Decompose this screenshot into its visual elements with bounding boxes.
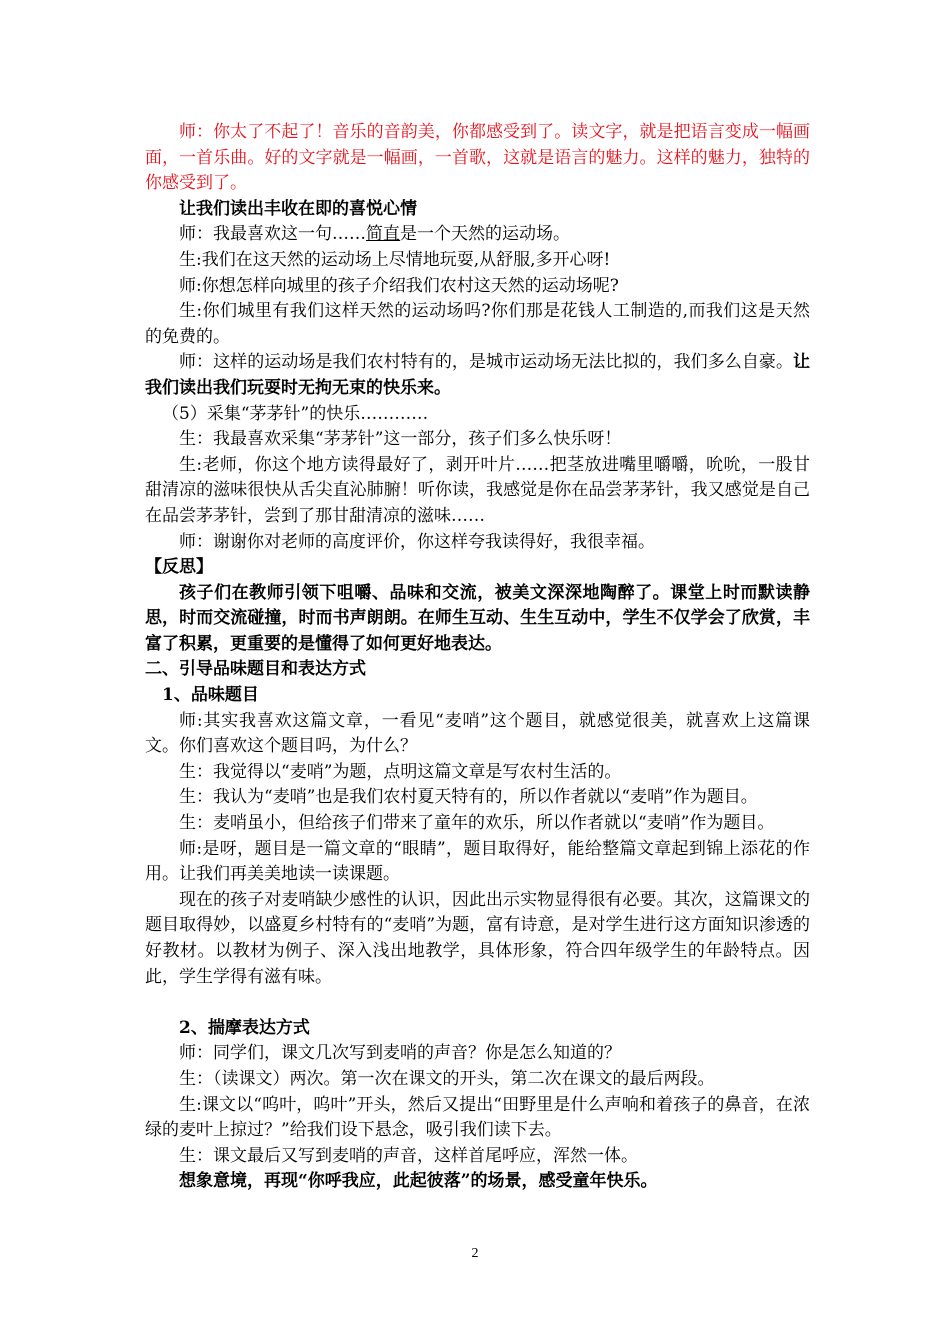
student-dialogue: 生:课文以“呜叶，呜叶”开头，然后又提出“田野里是什么声响和着孩子的鼻音，在浓绿的麦叶上掠过？”给我们设下悬念，吸引我们读下去。 (145, 1094, 810, 1141)
commentary-paragraph: 现在的孩子对麦哨缺少感性的认识，因此出示实物显得很有必要。其次，这篇课文的题目取得妙，以盛夏乡村特有的“麦哨”为题，富有诗意，是对学生进行这方面知识渗透的好教材。以教材为例子、深入浅出地教学，具体形象，符合四年级学生的年龄特点。因此，学生学得有滋有味。 (145, 889, 810, 987)
student-dialogue: 生：麦哨虽小，但给孩子们带来了童年的欢乐，所以作者就以“麦哨”作为题目。 (179, 813, 775, 834)
student-dialogue: 生：我认为“麦哨”也是我们农村夏天特有的，所以作者就以“麦哨”作为题目。 (179, 787, 758, 808)
student-dialogue: 生:我们在这天然的运动场上尽情地玩耍,从舒服,多开心呀! (179, 249, 611, 270)
section-heading-2: 二、引导品味题目和表达方式 (145, 659, 366, 680)
student-dialogue: 生：课文最后又写到麦哨的声音，这样首尾呼应，浑然一体。 (179, 1145, 638, 1166)
student-dialogue: 生:你们城里有我们这样天然的运动场吗?你们那是花钱人工制造的,而我们这是天然的免费的。 (145, 301, 810, 347)
teacher-dialogue: 师：我最喜欢这一句……简直是一个天然的运动场。 (179, 224, 570, 245)
student-dialogue: 生：我觉得以“麦哨”为题，点明这篇文章是写农村生活的。 (179, 761, 622, 782)
teacher-dialogue: 师：这样的运动场是我们农村特有的，是城市运动场无法比拟的，我们多么自豪。让我们读出我们玩耍时无拘无束的快乐来。 (145, 352, 810, 398)
subsection-heading-1: 1、品味题目 (162, 685, 259, 706)
document-body (145, 120, 810, 1195)
section-item-5: （5）采集“茅茅针”的快乐………… (162, 403, 429, 424)
teacher-dialogue: 师:你想怎样向城里的孩子介绍我们农村这天然的运动场呢? (179, 275, 619, 296)
reflection-paragraph: 孩子们在教师引领下咀嚼、品味和交流，被美文深深地陶醉了。课堂上时而默读静思，时而交流碰撞，时而书声朗朗。在师生互动、生生互动中，学生不仅学会了欣赏，丰富了积累，更重要的是懂得了如何更好地表达。 (145, 582, 810, 654)
page-number: 2 (471, 1246, 479, 1261)
underlined-word: 简直 (366, 224, 400, 245)
subsection-heading-2: 2、揣摩表达方式 (179, 1017, 310, 1038)
teacher-praise-paragraph: 师：你太了不起了！音乐的音韵美，你都感受到了。读文字，就是把语言变成一幅画面，一首乐曲。好的文字就是一幅画，一首歌，这就是语言的魅力。这样的魅力，独特的你感受到了。 (145, 122, 810, 194)
student-dialogue: 生:老师，你这个地方读得最好了，剥开叶片……把茎放进嘴里嚼嚼，吮吮，一股甘甜清凉的滋味很快从舌尖直沁肺腑！听你读，我感觉是你在品尝茅茅针，我又感觉是自己在品尝茅茅针，尝到了那甘甜清凉的滋味…… (145, 454, 810, 526)
reflection-heading: 【反思】 (145, 557, 213, 578)
teacher-dialogue: 师:是呀，题目是一篇文章的“眼睛”，题目取得好，能给整篇文章起到锦上添花的作用。让我们再美美地读一读课题。 (145, 838, 810, 885)
reading-instruction-play: 让我们读出我们玩耍时无拘无束的快乐来。 (145, 352, 810, 398)
student-dialogue: 生：（读课文）两次。第一次在课文的开头，第二次在课文的最后两段。 (179, 1068, 715, 1089)
closing-instruction: 想象意境，再现“你呼我应，此起彼落”的场景，感受童年快乐。 (179, 1171, 658, 1192)
teacher-dialogue: 师：谢谢你对老师的高度评价，你这样夸我读得好，我很幸福。 (179, 531, 655, 552)
blank-line (145, 990, 810, 1016)
teacher-dialogue: 师：同学们，课文几次写到麦哨的声音？你是怎么知道的？ (179, 1043, 621, 1064)
teacher-dialogue: 师:其实我喜欢这篇文章，一看见“麦哨”这个题目，就感觉很美，就喜欢上这篇课文。你们喜欢这个题目吗，为什么？ (145, 710, 810, 757)
student-dialogue: 生：我最喜欢采集“茅茅针”这一部分，孩子们多么快乐呀！ (179, 429, 622, 450)
reading-instruction-harvest: 让我们读出丰收在即的喜悦心情 (179, 198, 417, 219)
